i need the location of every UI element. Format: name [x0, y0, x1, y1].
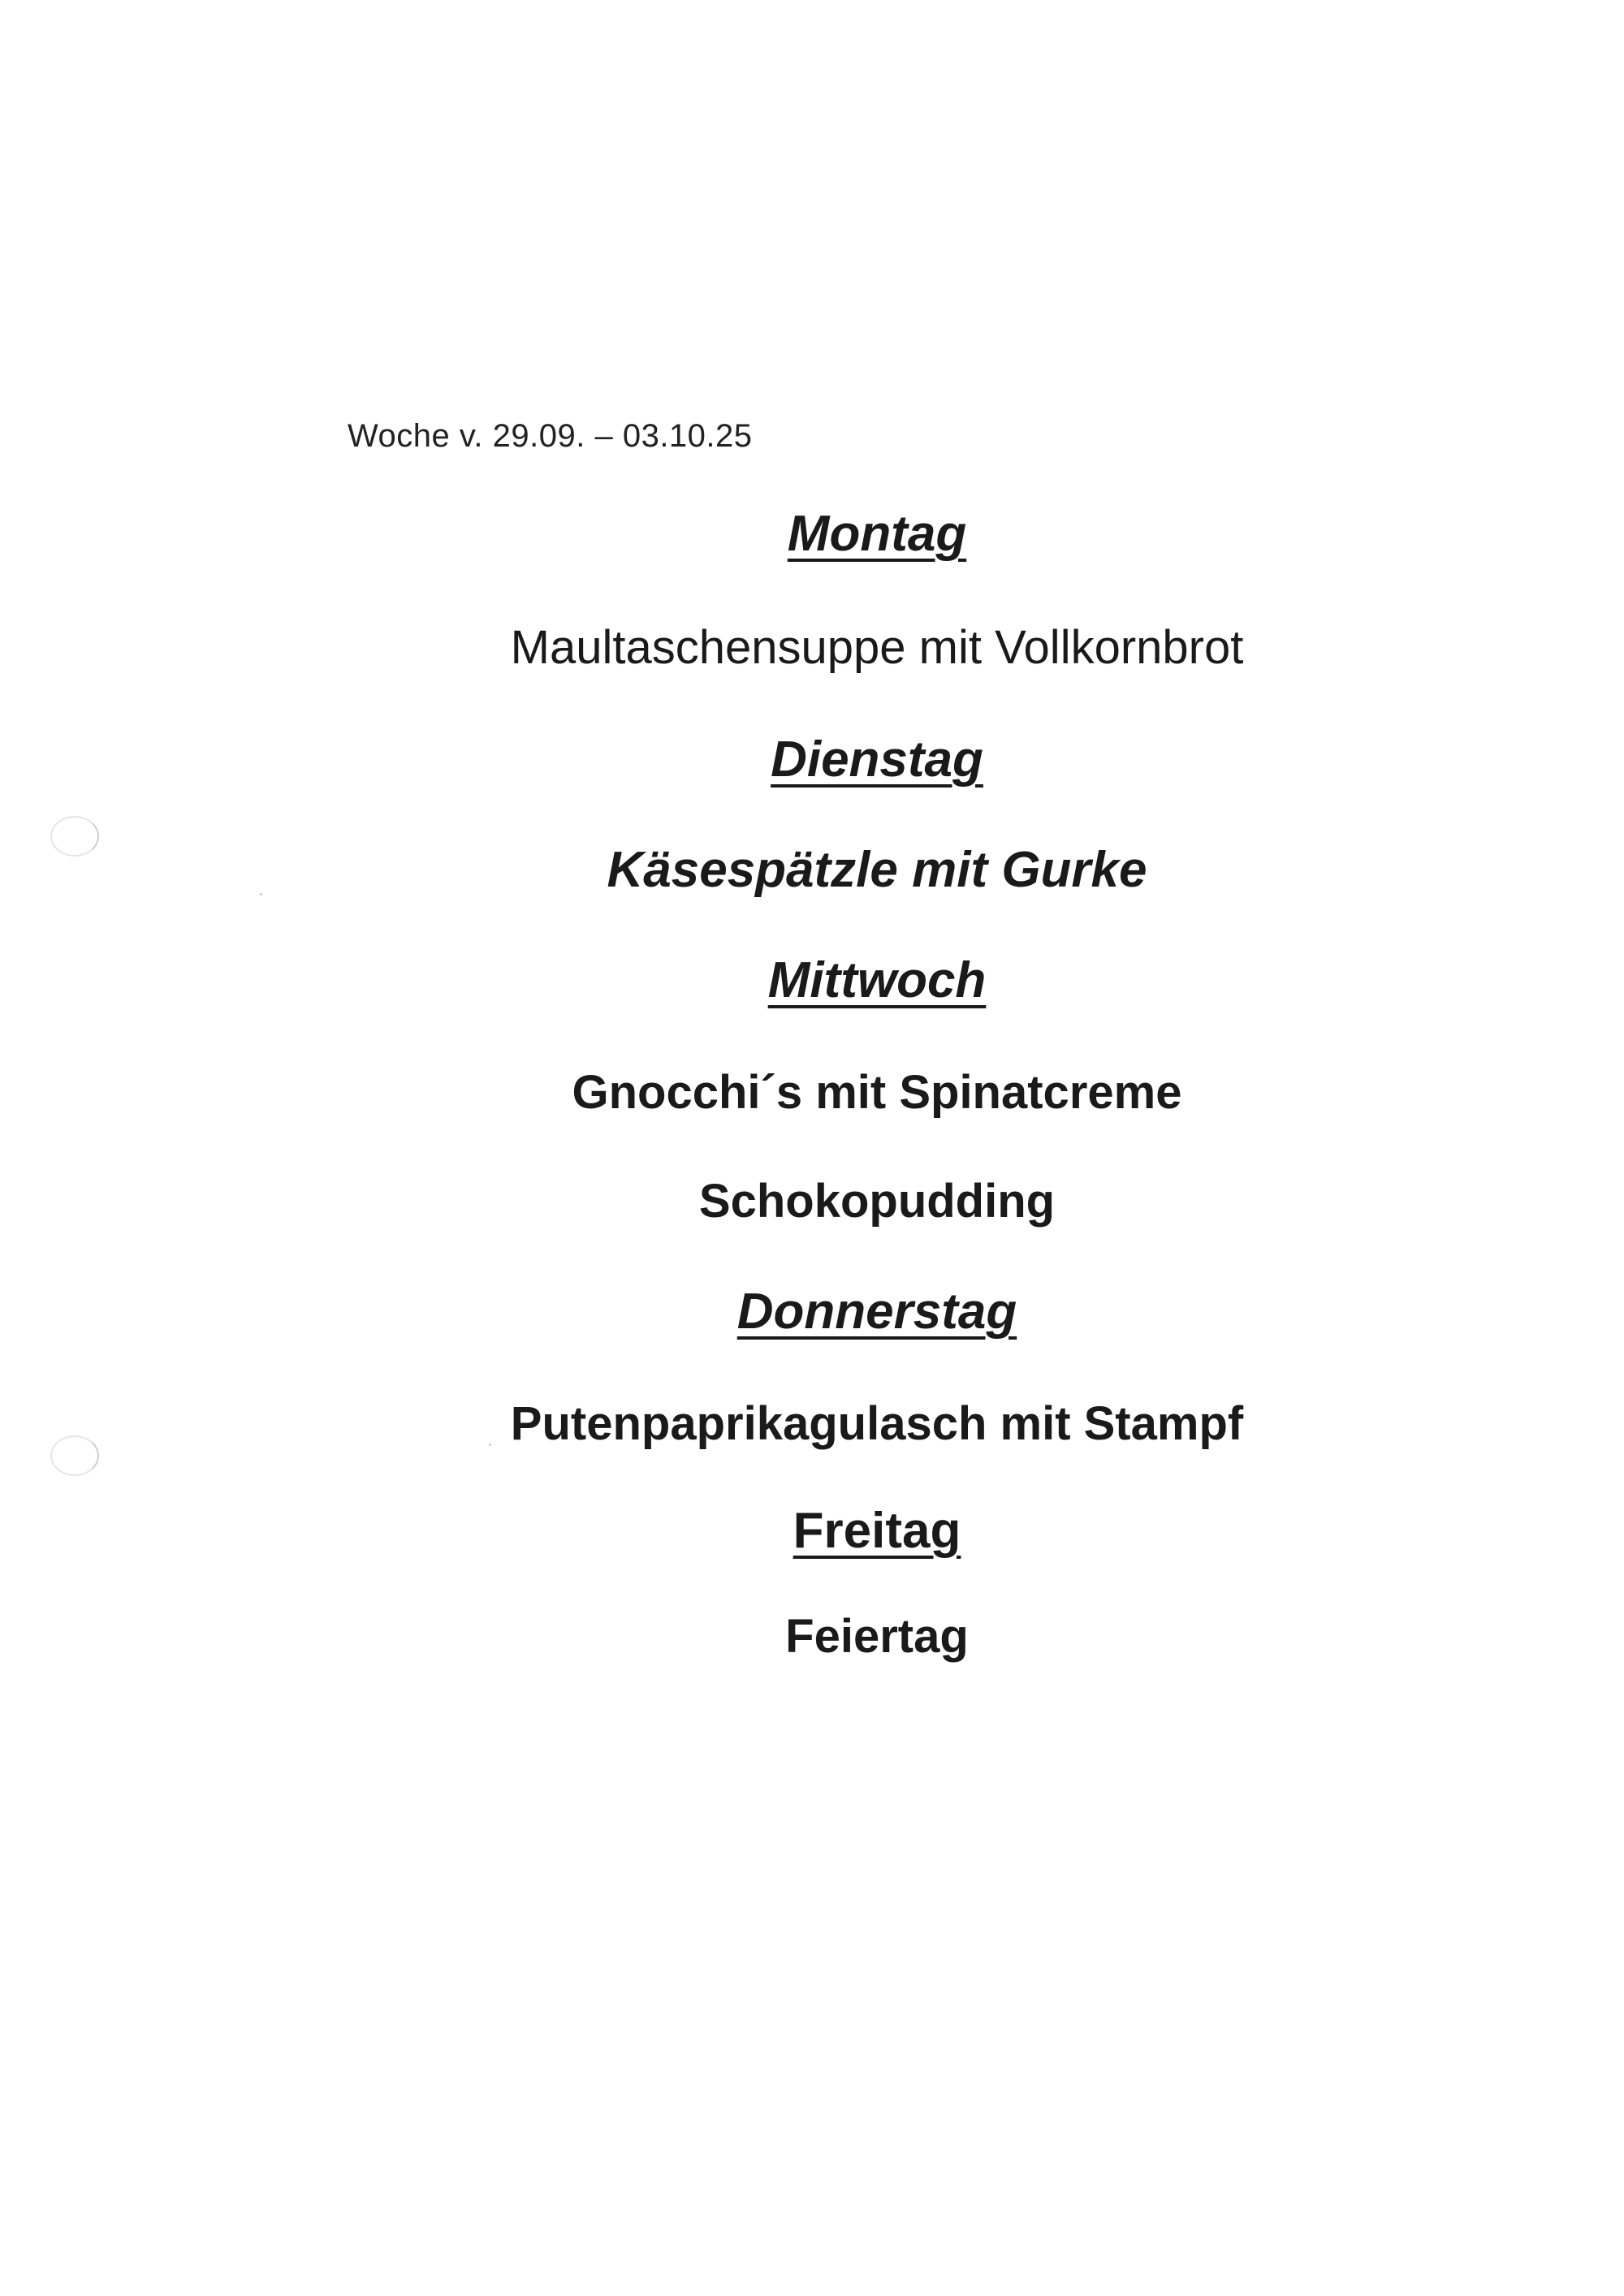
day-heading-wednesday: Mittwoch — [767, 952, 987, 1008]
dish-wednesday: Gnocchi´s mit Spinatcreme — [572, 1066, 1182, 1119]
day-heading-monday: Montag — [787, 506, 967, 562]
dish-friday: Feiertag — [785, 1610, 969, 1663]
dish-thursday: Putenpaprikagulasch mit Stampf — [510, 1397, 1244, 1450]
day-heading-friday: Freitag — [793, 1503, 961, 1559]
dish-tuesday: Käsespätzle mit Gurke — [607, 842, 1147, 898]
day-heading-thursday: Donnerstag — [736, 1284, 1017, 1340]
week-range: Woche v. 29.09. – 03.10.25 — [348, 418, 753, 454]
dish-monday: Maultaschensuppe mit Vollkornbrot — [510, 621, 1244, 674]
dessert-wednesday: Schokopudding — [698, 1175, 1056, 1228]
day-heading-tuesday: Dienstag — [771, 732, 983, 788]
